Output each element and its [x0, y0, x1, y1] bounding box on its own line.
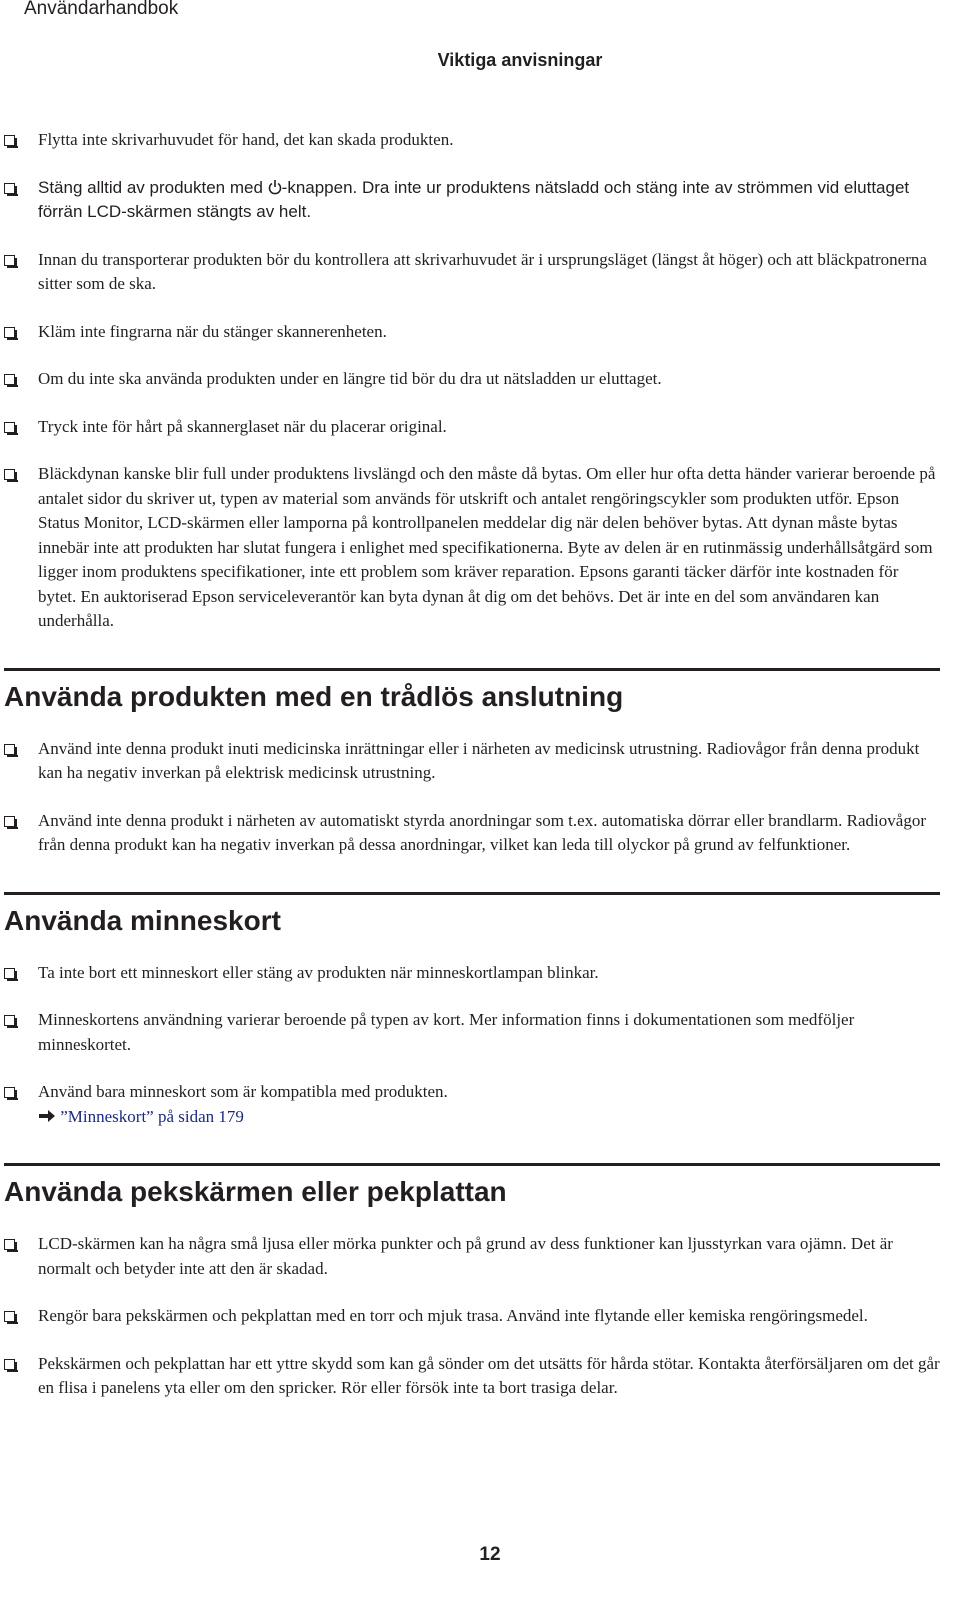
checkbox-bullet-icon [4, 744, 15, 755]
list-item: Använd inte denna produkt i närheten av automatiskt styrda anordningar som t.ex. automatiska dörrar eller brandlarm. Radiovågor från denna produkt kan ha negativ inverkan på dessa anordningar, vilket kan leda till olyckor på grund av felfunktioner. [4, 809, 940, 858]
list-item: Använd bara minneskort som är kompatibla med produkten. ”Minneskort” på sidan 179 [4, 1080, 940, 1129]
list-item: Tryck inte för hårt på skannerglaset när du placerar original. [4, 415, 940, 440]
list-item: LCD-skärmen kan ha några små ljusa eller mörka punkter och på grund av dess funktioner kan ljusstyrkan vara ojämn. Det är normalt och betyder inte att den är skadad. [4, 1232, 940, 1281]
checkbox-bullet-icon [4, 1015, 15, 1026]
checkbox-bullet-icon [4, 422, 15, 433]
checkbox-bullet-icon [4, 968, 15, 979]
checkbox-bullet-icon [4, 469, 15, 480]
list-item: Rengör bara pekskärmen och pekplattan med en torr och mjuk trasa. Använd inte flytande eller kemiska rengöringsmedel. [4, 1304, 940, 1329]
checkbox-bullet-icon [4, 374, 15, 385]
checkbox-bullet-icon [4, 135, 15, 146]
section-heading-memory-cards: Använda minneskort [4, 892, 940, 937]
list-item: Pekskärmen och pekplattan har ett yttre skydd som kan gå sönder om det utsätts för hårda stötar. Kontakta återförsäljaren om det går en flisa i panelens yta eller om den spricker. Rör eller försök inte ta bort trasiga delar. [4, 1352, 940, 1401]
chapter-title: Viktiga anvisningar [437, 50, 603, 70]
page-number: 12 [479, 1544, 501, 1565]
arrow-right-icon [38, 1109, 56, 1123]
checkbox-bullet-icon [4, 255, 15, 266]
list-item: Om du inte ska använda produkten under en längre tid bör du dra ut nätsladden ur eluttaget. [4, 367, 940, 392]
list-item: Innan du transporterar produkten bör du kontrollera att skrivarhuvudet är i ursprungsläget (längst åt höger) och att bläckpatronerna sitter som de ska. [4, 248, 940, 297]
page-content [4, 128, 940, 1424]
list-item: Bläckdynan kanske blir full under produktens livslängd och den måste då bytas. Om eller hur ofta detta händer varierar beroende på antalet sidor du skriver ut, typen av material som används för utskrift och antalet rengöringscykler som produkten utför. Epson Status Monitor, LCD-skärmen eller lamporna på kontrollpanelen meddelar dig när delen behöver bytas. Att dynan måste bytas innebär inte att produkten har slutat fungera i enlighet med specifikationerna. Byte av delen är en rutinmässig underhållsåtgärd som ligger inom produktens specifikationer, inte ett problem som kräver reparation. Epsons garanti täcker därför inte kostnaden för bytet. En auktoriserad Epson serviceleverantör kan byta dynan åt dig om det behövs. Det är inte en del som användaren kan underhålla. [4, 462, 940, 634]
list-item: Minneskortens användning varierar beroende på typen av kort. Mer information finns i dokumentationen som medföljer minneskortet. [4, 1008, 940, 1057]
section-heading-wireless: Använda produkten med en trådlös anslutning [4, 668, 940, 713]
power-icon [268, 179, 282, 195]
checkbox-bullet-icon [4, 1239, 15, 1250]
checkbox-bullet-icon [4, 816, 15, 827]
cross-reference-link[interactable]: ”Minneskort” på sidan 179 [60, 1106, 244, 1126]
checkbox-bullet-icon [4, 183, 15, 194]
list-item: Använd inte denna produkt inuti medicinska inrättningar eller i närheten av medicinsk utrustning. Radiovågor från denna produkt kan ha negativ inverkan på elektrisk medicinsk utrustning. [4, 737, 940, 786]
section-heading-touchscreen: Använda pekskärmen eller pekplattan [4, 1163, 940, 1208]
list-item: Ta inte bort ett minneskort eller stäng av produkten när minneskortlampan blinkar. [4, 961, 940, 986]
list-item: Stäng alltid av produkten med -knappen. Dra inte ur produktens nätsladd och stäng inte av strömmen vid eluttaget förrän LCD-skärmen stängts av helt. [4, 176, 940, 225]
list-item: Kläm inte fingrarna när du stänger skannerenheten. [4, 320, 940, 345]
checkbox-bullet-icon [4, 1087, 15, 1098]
checkbox-bullet-icon [4, 327, 15, 338]
list-item: Flytta inte skrivarhuvudet för hand, det kan skada produkten. [4, 128, 940, 153]
manual-title: Användarhandbok [24, 0, 179, 19]
checkbox-bullet-icon [4, 1359, 15, 1370]
checkbox-bullet-icon [4, 1311, 15, 1322]
